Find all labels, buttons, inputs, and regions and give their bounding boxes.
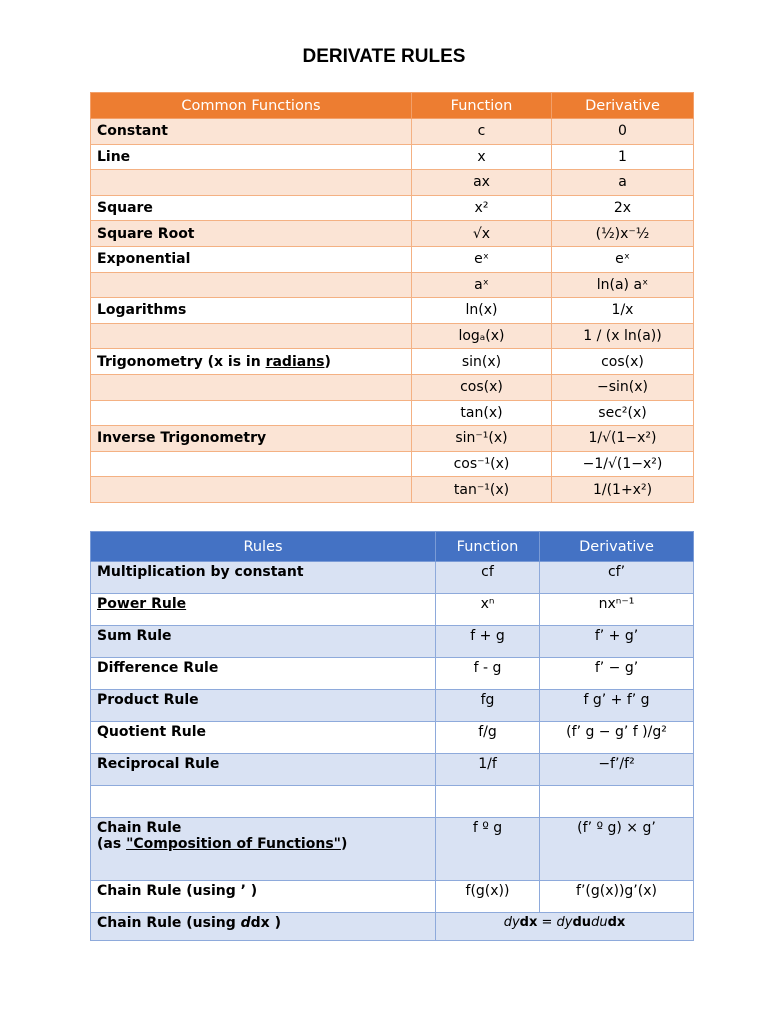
function-cell: fg	[436, 690, 540, 722]
row-label	[91, 400, 412, 426]
row-label-dx: dx	[250, 915, 270, 931]
derivative-cell: 1/(1+x²)	[552, 477, 694, 503]
table-row	[91, 626, 694, 658]
function-cell: sin⁻¹(x)	[412, 426, 552, 452]
row-label: Difference Rule	[91, 658, 436, 690]
composition-of-functions-link[interactable]: "Composition of Functions"	[126, 836, 341, 852]
row-label: Square Root	[91, 221, 412, 247]
row-label	[91, 818, 436, 881]
column-header-rules: Rules	[91, 532, 436, 562]
derivative-cell: (f’ º g) × g’	[540, 818, 694, 881]
function-cell: f - g	[436, 658, 540, 690]
derivative-cell: cf’	[540, 562, 694, 594]
chain-rule-formula	[436, 913, 694, 941]
row-label	[91, 913, 436, 941]
formula-du: du	[572, 915, 592, 930]
table-row	[91, 323, 694, 349]
derivative-cell: f g’ + f’ g	[540, 690, 694, 722]
row-label: Inverse Trigonometry	[91, 426, 412, 452]
derivative-cell: 1/x	[552, 298, 694, 324]
table-row	[91, 221, 694, 247]
row-label: Line	[91, 144, 412, 170]
row-label-suffix: )	[269, 915, 281, 931]
row-label: Constant	[91, 119, 412, 145]
table-row	[91, 818, 694, 881]
column-header-derivative: Derivative	[552, 93, 694, 119]
row-label-prefix: Trigonometry (x is in	[97, 353, 266, 370]
function-cell: cos(x)	[412, 374, 552, 400]
row-label-suffix: )	[340, 836, 348, 852]
radians-link[interactable]: radians	[265, 353, 325, 370]
formula-equals: =	[537, 915, 557, 930]
row-label-d: d	[240, 915, 251, 931]
row-label	[91, 594, 436, 626]
derivative-cell: sec²(x)	[552, 400, 694, 426]
function-cell: sin(x)	[412, 349, 552, 375]
table-header-row	[91, 93, 694, 119]
function-cell: f + g	[436, 626, 540, 658]
function-cell: tan(x)	[412, 400, 552, 426]
derivative-cell: −1/√(1−x²)	[552, 451, 694, 477]
derivative-cell: 1	[552, 144, 694, 170]
function-cell: ln(x)	[412, 298, 552, 324]
power-rule-link[interactable]: Power Rule	[97, 596, 187, 612]
function-cell: aˣ	[412, 272, 552, 298]
table-row	[91, 170, 694, 196]
table-row	[91, 913, 694, 941]
function-cell: c	[412, 119, 552, 145]
column-header-common-functions: Common Functions	[91, 93, 412, 119]
row-label	[91, 170, 412, 196]
function-cell: tan⁻¹(x)	[412, 477, 552, 503]
derivative-cell: 2x	[552, 195, 694, 221]
function-cell: f(g(x))	[436, 881, 540, 913]
derivative-cell: cos(x)	[552, 349, 694, 375]
row-label: Quotient Rule	[91, 722, 436, 754]
function-cell: xⁿ	[436, 594, 540, 626]
row-label: Multiplication by constant	[91, 562, 436, 594]
function-cell: x²	[412, 195, 552, 221]
table-row	[91, 477, 694, 503]
row-label	[91, 349, 412, 375]
table-row	[91, 144, 694, 170]
row-label-prefix: (as	[97, 836, 127, 852]
table-row	[91, 881, 694, 913]
table-row	[91, 349, 694, 375]
row-label: Product Rule	[91, 690, 436, 722]
function-cell: f/g	[436, 722, 540, 754]
table-row	[91, 272, 694, 298]
function-cell: ax	[412, 170, 552, 196]
row-label-suffix: )	[324, 353, 331, 370]
function-cell: √x	[412, 221, 552, 247]
derivative-cell: 1 / (x ln(a))	[552, 323, 694, 349]
derivative-cell: f’ + g’	[540, 626, 694, 658]
table-row	[91, 426, 694, 452]
table-row	[91, 195, 694, 221]
table-row	[91, 451, 694, 477]
row-label	[91, 786, 436, 818]
row-label: Sum Rule	[91, 626, 436, 658]
table-row-empty	[91, 786, 694, 818]
column-header-function: Function	[412, 93, 552, 119]
derivative-cell: 0	[552, 119, 694, 145]
rules-table	[90, 531, 694, 941]
function-cell: x	[412, 144, 552, 170]
derivative-cell: nxⁿ⁻¹	[540, 594, 694, 626]
page-title: DERIVATE RULES	[302, 46, 466, 67]
formula-du: du	[591, 915, 608, 930]
row-label: Square	[91, 195, 412, 221]
derivative-cell: ln(a) aˣ	[552, 272, 694, 298]
function-cell: cf	[436, 562, 540, 594]
column-header-derivative: Derivative	[540, 532, 694, 562]
table-row	[91, 690, 694, 722]
table-header-row	[91, 532, 694, 562]
formula-dx: dx	[607, 915, 626, 930]
formula-dx: dx	[519, 915, 538, 930]
row-label	[91, 272, 412, 298]
row-label: Chain Rule (using ’ )	[91, 881, 436, 913]
derivative-cell: f’(g(x))g’(x)	[540, 881, 694, 913]
table-row	[91, 119, 694, 145]
derivative-cell: 1/√(1−x²)	[552, 426, 694, 452]
table-row	[91, 754, 694, 786]
row-label: Exponential	[91, 246, 412, 272]
table-row	[91, 246, 694, 272]
derivative-cell: (f’ g − g’ f )/g²	[540, 722, 694, 754]
function-cell: cos⁻¹(x)	[412, 451, 552, 477]
derivative-cell	[540, 786, 694, 818]
table-row	[91, 594, 694, 626]
row-label	[91, 451, 412, 477]
chain-rule-label: Chain Rule	[97, 820, 182, 836]
table-row	[91, 722, 694, 754]
formula-dy: dy	[556, 915, 573, 930]
derivative-cell: a	[552, 170, 694, 196]
function-cell: eˣ	[412, 246, 552, 272]
function-cell: logₐ(x)	[412, 323, 552, 349]
common-functions-table	[90, 92, 694, 503]
column-header-function: Function	[436, 532, 540, 562]
table-row	[91, 562, 694, 594]
function-cell: 1/f	[436, 754, 540, 786]
table-row	[91, 400, 694, 426]
derivative-cell: f’ − g’	[540, 658, 694, 690]
table-row	[91, 374, 694, 400]
row-label	[91, 323, 412, 349]
derivative-cell: eˣ	[552, 246, 694, 272]
row-label-prefix: Chain Rule (using	[97, 915, 241, 931]
function-cell: f º g	[436, 818, 540, 881]
derivative-cell: (½)x⁻½	[552, 221, 694, 247]
row-label	[91, 477, 412, 503]
formula-dy: dy	[503, 915, 520, 930]
row-label	[91, 374, 412, 400]
table-row	[91, 298, 694, 324]
function-cell	[436, 786, 540, 818]
table-row	[91, 658, 694, 690]
derivative-cell: −f’/f²	[540, 754, 694, 786]
row-label: Logarithms	[91, 298, 412, 324]
derivative-cell: −sin(x)	[552, 374, 694, 400]
row-label: Reciprocal Rule	[91, 754, 436, 786]
